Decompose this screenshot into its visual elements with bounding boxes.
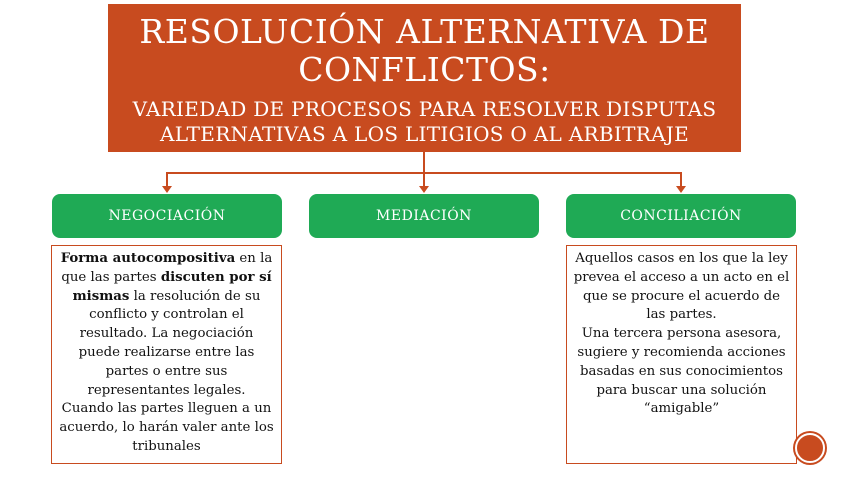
negociacion-bold-2: discuten por sí mismas bbox=[72, 269, 272, 304]
arrow-head-conciliacion bbox=[676, 186, 686, 193]
negociacion-desc-para1 bbox=[58, 250, 275, 400]
conciliacion-description bbox=[566, 245, 797, 464]
connector-drop-negociacion bbox=[166, 172, 168, 186]
title-main-line2: CONFLICTOS: bbox=[298, 50, 551, 89]
title-subtitle bbox=[108, 97, 741, 147]
title-sub-line2: ALTERNATIVAS A LOS LITIGIOS O AL ARBITRAJE bbox=[159, 122, 690, 146]
title-main-line1: RESOLUCIÓN ALTERNATIVA DE bbox=[139, 12, 710, 51]
connector-stem bbox=[423, 152, 425, 174]
branch-conciliacion: CONCILIACIÓN bbox=[566, 194, 796, 238]
branch-negociacion: NEGOCIACIÓN bbox=[52, 194, 282, 238]
connector-drop-mediacion bbox=[423, 172, 425, 186]
branch-mediacion: MEDIACIÓN bbox=[309, 194, 539, 238]
negociacion-text-2: la resolución de su conflicto y controlan el resultado. La negociación puede realizarse entre las partes o entre sus representantes legales. bbox=[78, 288, 261, 398]
next-slide-circle-icon[interactable] bbox=[795, 433, 825, 463]
title-sub-line1: VARIEDAD DE PROCESOS PARA RESOLVER DISPUTAS bbox=[132, 97, 717, 121]
negociacion-text-1: en la que las partes bbox=[61, 251, 273, 285]
title-main bbox=[108, 13, 741, 89]
conciliacion-desc-para2: Una tercera persona asesora, sugiere y recomienda acciones basadas en sus conocimientos para buscar una solución “amigable” bbox=[577, 326, 786, 417]
conciliacion-desc-para1: Aquellos casos en los que la ley prevea el acceso a un acto en el que se procure el acuerdo de las partes. bbox=[573, 251, 790, 323]
arrow-head-mediacion bbox=[419, 186, 429, 193]
arrow-head-negociacion bbox=[162, 186, 172, 193]
title-box bbox=[108, 4, 741, 152]
connector-drop-conciliacion bbox=[680, 172, 682, 186]
negociacion-description bbox=[51, 245, 282, 464]
negociacion-bold-1: Forma autocompositiva bbox=[60, 251, 236, 266]
negociacion-desc-para2: Cuando las partes lleguen a un acuerdo, lo harán valer ante los tribunales bbox=[59, 401, 274, 454]
